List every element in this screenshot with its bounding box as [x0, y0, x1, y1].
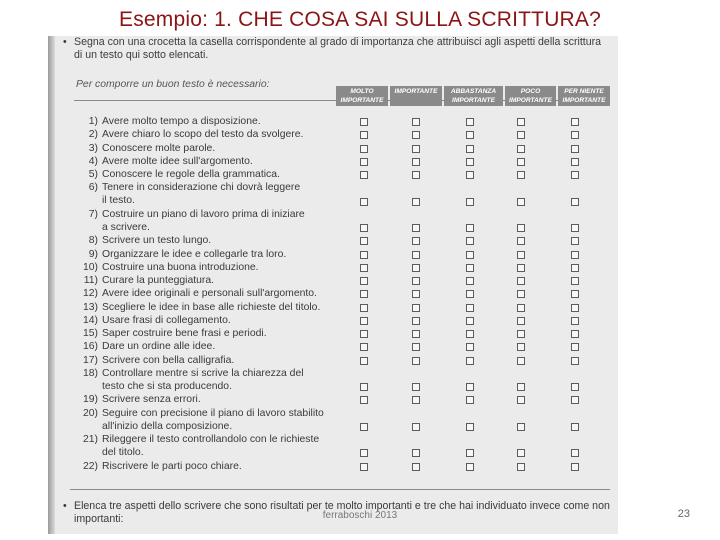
item-number: 9)	[88, 248, 98, 260]
checkbox-item-18-col-5[interactable]	[571, 383, 579, 391]
item-number: 11)	[83, 275, 98, 286]
checkbox-item-4-col-2[interactable]	[412, 158, 420, 166]
checkbox-item-19-col-4[interactable]	[517, 396, 525, 404]
item-text: Rileggere il testo controllandolo con le richieste	[102, 434, 320, 445]
checkbox-item-1-col-3[interactable]	[466, 118, 474, 126]
checkbox-item-4-col-3[interactable]	[466, 158, 474, 166]
checkbox-item-2-col-4[interactable]	[517, 131, 525, 139]
checkbox-item-15-col-5[interactable]	[571, 330, 579, 338]
checkbox-item-16-col-5[interactable]	[571, 343, 579, 351]
checkbox-item-8-col-5[interactable]	[571, 237, 579, 245]
checkbox-item-19-col-3[interactable]	[466, 396, 474, 404]
checkbox-item-8-col-4[interactable]	[517, 237, 525, 245]
list-item	[74, 301, 374, 314]
checkbox-item-17-col-2[interactable]	[412, 357, 420, 365]
checkbox-item-3-col-3[interactable]	[466, 145, 474, 153]
checkbox-item-11-col-3[interactable]	[466, 277, 474, 285]
checkbox-item-21-col-2[interactable]	[412, 449, 420, 457]
column-header-2	[444, 86, 503, 106]
checkbox-item-11-col-4[interactable]	[517, 277, 525, 285]
item-number: 6)	[88, 182, 98, 194]
checkbox-item-5-col-4[interactable]	[517, 171, 525, 179]
checkbox-item-19-col-2[interactable]	[412, 396, 420, 404]
checkbox-item-8-col-1[interactable]	[360, 237, 368, 245]
item-number: 17)	[82, 354, 98, 366]
checkbox-item-11-col-1[interactable]	[360, 277, 368, 285]
checkbox-item-21-col-1[interactable]	[360, 449, 368, 457]
checkbox-item-13-col-3[interactable]	[466, 304, 474, 312]
list-item	[74, 393, 374, 406]
checkbox-item-2-col-5[interactable]	[571, 131, 579, 139]
column-header-line1: POCO	[520, 88, 541, 95]
item-number: 2)	[88, 129, 98, 141]
checkbox-item-21-col-5[interactable]	[571, 449, 579, 457]
column-header-4	[558, 86, 610, 106]
list-item	[74, 367, 374, 393]
item-text: Scegliere le idee in base alle richieste del titolo.	[102, 301, 321, 313]
item-number: 12)	[82, 288, 98, 300]
checkbox-item-6-col-3[interactable]	[466, 198, 474, 206]
item-text: Conoscere le regole della grammatica.	[102, 169, 280, 180]
list-item	[74, 354, 374, 367]
item-number: 1)	[88, 116, 98, 127]
list-item	[74, 274, 374, 287]
column-header-3	[505, 86, 556, 106]
checkbox-item-12-col-5[interactable]	[571, 290, 579, 298]
credit-text: ferraboschi 2013	[322, 510, 398, 521]
checkbox-item-18-col-2[interactable]	[412, 383, 420, 391]
checkbox-item-17-col-4[interactable]	[517, 357, 525, 365]
item-text: Riscrivere le parti poco chiare.	[102, 460, 242, 472]
item-text: Avere molto tempo a disposizione.	[102, 116, 261, 127]
item-text: Scrivere con bella calligrafia.	[102, 354, 235, 366]
checkbox-item-16-col-1[interactable]	[360, 343, 368, 351]
checkbox-item-7-col-4[interactable]	[517, 224, 525, 232]
item-text: a scrivere.	[102, 221, 150, 233]
footer-bullet: •	[63, 500, 67, 512]
checkbox-item-3-col-1[interactable]	[360, 145, 368, 153]
checkbox-item-18-col-3[interactable]	[466, 383, 474, 391]
checkbox-item-13-col-2[interactable]	[412, 304, 420, 312]
checkbox-item-22-col-4[interactable]	[517, 463, 525, 471]
checkbox-item-14-col-1[interactable]	[360, 317, 368, 325]
checkbox-item-10-col-5[interactable]	[571, 264, 579, 272]
checkbox-item-9-col-1[interactable]	[360, 251, 368, 259]
item-text: Conoscere molte parole.	[102, 142, 216, 154]
item-text: Controllare mentre si scrive la chiarezza del	[102, 367, 304, 379]
checkbox-item-19-col-5[interactable]	[571, 396, 579, 404]
checkbox-item-14-col-4[interactable]	[517, 317, 525, 325]
item-text: del titolo.	[102, 447, 144, 458]
checkbox-item-22-col-5[interactable]	[571, 463, 579, 471]
lead-text: Per comporre un buon testo è necessario:	[76, 79, 270, 90]
checkbox-item-3-col-4[interactable]	[517, 145, 525, 153]
checkbox-item-7-col-3[interactable]	[466, 224, 474, 232]
item-number: 3)	[88, 142, 98, 154]
checkbox-item-22-col-1[interactable]	[360, 463, 368, 471]
checkbox-item-19-col-1[interactable]	[360, 396, 368, 404]
column-header-line1: PER NIENTE	[564, 88, 604, 95]
checkbox-item-4-col-5[interactable]	[571, 158, 579, 166]
list-item	[74, 208, 374, 234]
list-item	[74, 142, 374, 155]
checkbox-item-13-col-4[interactable]	[517, 304, 525, 312]
list-item	[74, 115, 374, 128]
list-item	[74, 433, 374, 459]
list-item	[74, 340, 374, 353]
checkbox-item-9-col-4[interactable]	[517, 251, 525, 259]
list-item	[74, 407, 374, 433]
checkbox-item-2-col-1[interactable]	[360, 131, 368, 139]
checkbox-item-6-col-1[interactable]	[360, 198, 368, 206]
item-number: 15)	[82, 328, 98, 339]
checkbox-item-12-col-4[interactable]	[517, 290, 525, 298]
checkbox-item-2-col-3[interactable]	[466, 131, 474, 139]
checkbox-item-14-col-2[interactable]	[412, 317, 420, 325]
checkbox-item-21-col-4[interactable]	[517, 449, 525, 457]
column-header-0	[336, 86, 388, 106]
checkbox-item-6-col-4[interactable]	[517, 198, 525, 206]
item-number: 19)	[82, 394, 98, 406]
list-item	[74, 168, 374, 181]
footer-divider	[70, 489, 610, 490]
checkbox-item-5-col-3[interactable]	[466, 171, 474, 179]
checkbox-item-21-col-3[interactable]	[466, 449, 474, 457]
checkbox-item-1-col-5[interactable]	[571, 118, 579, 126]
instruction-body: Segna con una crocetta la casella corrispondente al grado di importanza che attribuisci agli aspetti della scrittura di un testo qui sotto elencati.	[74, 36, 602, 61]
column-header-line1: MOLTO	[350, 88, 374, 95]
item-text: Curare la punteggiatura.	[102, 275, 215, 286]
checkbox-item-9-col-5[interactable]	[571, 251, 579, 259]
checkbox-item-8-col-3[interactable]	[466, 237, 474, 245]
checkbox-item-11-col-2[interactable]	[412, 277, 420, 285]
checkbox-item-1-col-2[interactable]	[412, 118, 420, 126]
checkbox-item-5-col-2[interactable]	[412, 171, 420, 179]
item-number: 20)	[82, 407, 98, 419]
item-text: Avere idee originali e personali sull'argomento.	[102, 288, 317, 300]
worksheet-scan	[48, 36, 618, 534]
list-item	[74, 287, 374, 300]
checkbox-item-20-col-1[interactable]	[360, 423, 368, 431]
list-item	[74, 181, 374, 207]
checkbox-item-16-col-3[interactable]	[466, 343, 474, 351]
checkbox-item-15-col-4[interactable]	[517, 330, 525, 338]
checkbox-item-11-col-5[interactable]	[571, 277, 579, 285]
checkbox-item-1-col-4[interactable]	[517, 118, 525, 126]
checkbox-item-15-col-2[interactable]	[412, 330, 420, 338]
checkbox-item-16-col-2[interactable]	[412, 343, 420, 351]
item-text: Avere molte idee sull'argomento.	[102, 155, 253, 167]
checkbox-item-17-col-5[interactable]	[571, 357, 579, 365]
item-text: Saper costruire bene frasi e periodi.	[102, 328, 267, 339]
item-text: all'inizio della composizione.	[102, 420, 233, 432]
item-text: Tenere in considerazione chi dovrà leggere	[102, 182, 301, 194]
checkbox-item-8-col-2[interactable]	[412, 237, 420, 245]
item-text: testo che si sta producendo.	[102, 380, 232, 392]
column-header-line1: IMPORTANTE	[394, 88, 438, 95]
instruction-text	[63, 36, 610, 62]
checkbox-item-14-col-3[interactable]	[466, 317, 474, 325]
item-number: 10)	[82, 261, 98, 273]
checkbox-item-17-col-1[interactable]	[360, 357, 368, 365]
checkbox-item-20-col-3[interactable]	[466, 423, 474, 431]
checkbox-item-9-col-2[interactable]	[412, 251, 420, 259]
item-text: Avere chiaro lo scopo del testo da svolgere.	[102, 129, 304, 141]
checkbox-item-5-col-1[interactable]	[360, 171, 368, 179]
checkbox-item-12-col-3[interactable]	[466, 290, 474, 298]
checkbox-item-20-col-5[interactable]	[571, 423, 579, 431]
checkbox-item-10-col-4[interactable]	[517, 264, 525, 272]
item-number: 8)	[88, 235, 98, 247]
list-item	[74, 234, 374, 247]
list-item	[74, 327, 374, 340]
item-number: 5)	[88, 169, 98, 180]
checkbox-item-10-col-2[interactable]	[412, 264, 420, 272]
item-text: Dare un ordine alle idee.	[102, 341, 216, 353]
checkbox-item-12-col-2[interactable]	[412, 290, 420, 298]
list-item	[74, 314, 374, 327]
checkbox-item-7-col-2[interactable]	[412, 224, 420, 232]
list-item	[74, 155, 374, 168]
item-text: Scrivere un testo lungo.	[102, 235, 212, 247]
checkbox-item-10-col-1[interactable]	[360, 264, 368, 272]
item-number: 4)	[88, 155, 98, 167]
item-number: 13)	[82, 301, 98, 313]
checkbox-item-22-col-3[interactable]	[466, 463, 474, 471]
checkbox-item-15-col-3[interactable]	[466, 330, 474, 338]
checkbox-item-18-col-1[interactable]	[360, 383, 368, 391]
item-text: Organizzare le idee e collegarle tra loro.	[102, 248, 287, 260]
list-item	[74, 128, 374, 141]
item-number: 22)	[82, 460, 98, 472]
checkbox-item-13-col-5[interactable]	[571, 304, 579, 312]
checkbox-item-14-col-5[interactable]	[571, 317, 579, 325]
column-header-line1: ABBASTANZA	[450, 88, 497, 95]
checkbox-item-7-col-1[interactable]	[360, 224, 368, 232]
list-item	[74, 460, 374, 473]
item-number: 21)	[82, 434, 98, 445]
checkbox-item-6-col-2[interactable]	[412, 198, 420, 206]
checkbox-item-1-col-1[interactable]	[360, 118, 368, 126]
item-text: Usare frasi di collegamento.	[102, 314, 231, 326]
checkbox-item-12-col-1[interactable]	[360, 290, 368, 298]
item-text: Costruire una buona introduzione.	[102, 261, 259, 273]
instruction-bullet: •	[63, 36, 67, 48]
item-text: Scrivere senza errori.	[102, 394, 201, 406]
checkbox-item-18-col-4[interactable]	[517, 383, 525, 391]
column-header-line2: IMPORTANTE	[340, 97, 384, 104]
item-number: 14)	[82, 314, 98, 326]
column-header-line2: IMPORTANTE	[452, 97, 495, 104]
checkbox-item-3-col-2[interactable]	[412, 145, 420, 153]
item-text: il testo.	[102, 195, 135, 207]
checkbox-item-20-col-4[interactable]	[517, 423, 525, 431]
item-text: Seguire con precisione il piano di lavoro stabilito	[102, 407, 324, 419]
list-item	[74, 248, 374, 261]
checkbox-item-10-col-3[interactable]	[466, 264, 474, 272]
checkbox-item-3-col-5[interactable]	[571, 145, 579, 153]
item-number: 7)	[88, 208, 98, 220]
checkbox-item-16-col-4[interactable]	[517, 343, 525, 351]
item-number: 18)	[82, 367, 98, 379]
checkbox-item-13-col-1[interactable]	[360, 304, 368, 312]
list-item	[74, 261, 374, 274]
checkbox-item-4-col-1[interactable]	[360, 158, 368, 166]
item-number: 16)	[82, 341, 98, 353]
checkbox-item-9-col-3[interactable]	[466, 251, 474, 259]
checkbox-item-15-col-1[interactable]	[360, 330, 368, 338]
checkbox-item-6-col-5[interactable]	[571, 198, 579, 206]
column-header-line2: IMPORTANTE	[562, 97, 606, 104]
checkbox-item-20-col-2[interactable]	[412, 423, 420, 431]
checkbox-item-17-col-3[interactable]	[466, 357, 474, 365]
slide-title: Esempio: 1. CHE COSA SAI SULLA SCRITTURA?	[118, 8, 602, 31]
column-header-1	[390, 86, 442, 106]
page-number: 23	[677, 508, 690, 520]
checkbox-item-22-col-2[interactable]	[412, 463, 420, 471]
checkbox-item-2-col-2[interactable]	[412, 131, 420, 139]
footer-body: Elenca tre aspetti dello scrivere che sono risultati per te molto importanti e tre che hai individuato invece come non importanti:	[74, 500, 610, 525]
column-header-line2: IMPORTANTE	[509, 97, 552, 104]
item-text: Costruire un piano di lavoro prima di iniziare	[102, 208, 305, 220]
checkbox-item-5-col-5[interactable]	[571, 171, 579, 179]
checkbox-item-7-col-5[interactable]	[571, 224, 579, 232]
checkbox-item-4-col-4[interactable]	[517, 158, 525, 166]
